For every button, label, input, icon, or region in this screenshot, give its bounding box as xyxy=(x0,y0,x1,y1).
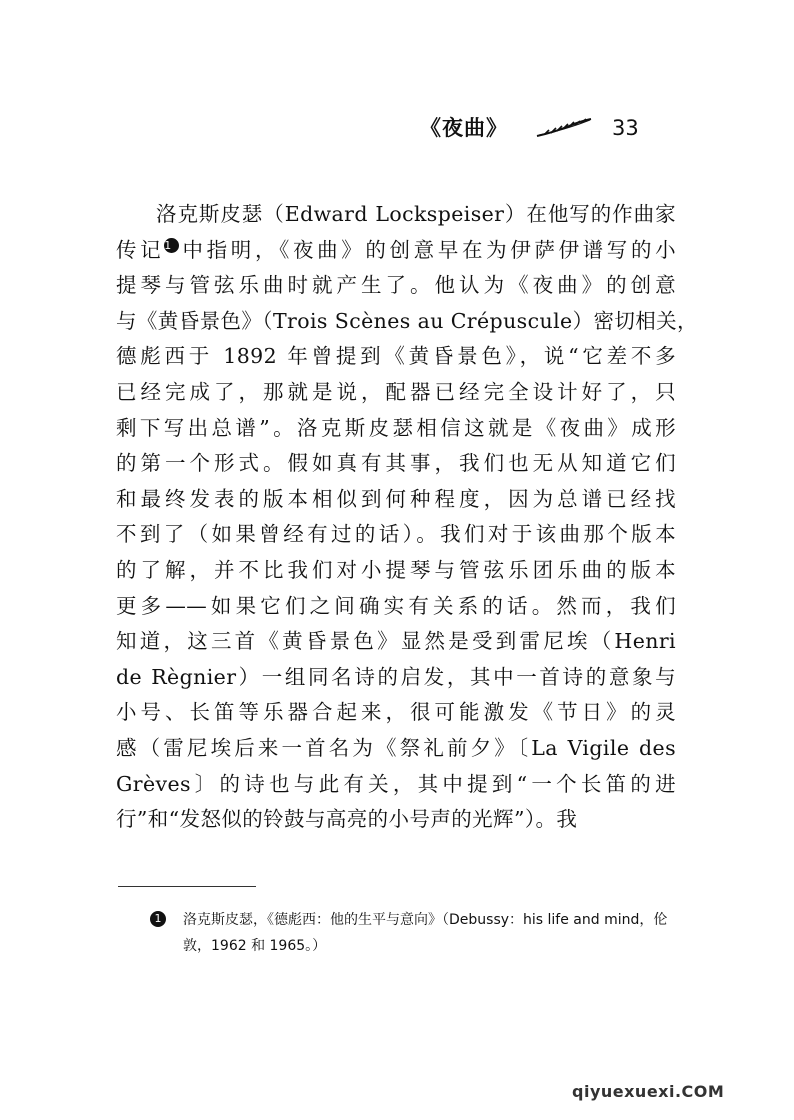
text-line: 提琴与管弦乐曲时就产生了。他认为《夜曲》的创意 xyxy=(116,273,676,298)
text-line: 已经完成了，那就是说，配器已经完全设计好了，只 xyxy=(116,379,676,404)
text-line: 知道，这三首《黄昏景色》显然是受到雷尼埃（Henri xyxy=(116,629,676,654)
text-line: 的了解，并不比我们对小提琴与管弦乐团乐曲的版本 xyxy=(116,557,676,582)
text-line: 行”和“发怒似的铃鼓与高亮的小号声的光辉”）。我 xyxy=(116,807,578,832)
footnote-divider xyxy=(118,886,256,887)
text-line: 不到了（如果曾经有过的话）。我们对于该曲那个版本 xyxy=(116,522,676,547)
footnote-reference-marker[interactable]: 1 xyxy=(164,238,179,253)
page-number: 33 xyxy=(612,116,639,140)
ornament-flourish-icon xyxy=(535,118,593,138)
text-line: 与《黄昏景色》（Trois Scènes au Crépuscule）密切相关， xyxy=(116,308,698,333)
text-line xyxy=(116,233,676,269)
text-line: 德彪西于 1892 年曾提到《黄昏景色》，说“它差不多 xyxy=(116,344,676,369)
footnote xyxy=(150,907,680,959)
footnote-marker: 1 xyxy=(150,911,166,927)
site-watermark: qiyuexuexi.COM xyxy=(572,1082,725,1101)
text-line-rest: 中指明，《夜曲》的创意早在为伊萨伊谱写的小 xyxy=(179,237,676,262)
text-line-prefix: 传记 xyxy=(116,237,165,262)
text-line: 的第一个形式。假如真有其事，我们也无从知道它们 xyxy=(116,451,676,476)
text-line: 更多——如果它们之间确实有关系的话。然而，我们 xyxy=(116,593,676,618)
text-line: 洛克斯皮瑟（Edward Lockspeiser）在他写的作曲家 xyxy=(156,202,676,226)
text-line: de Règnier）一组同名诗的启发，其中一首诗的意象与 xyxy=(116,664,676,689)
body-text xyxy=(116,197,698,838)
text-line: Grèves〕的诗也与此有关，其中提到“一个长笛的进 xyxy=(116,771,676,796)
running-header-title: 《夜曲》 xyxy=(420,115,508,140)
text-line: 剩下写出总谱”。洛克斯皮瑟相信这就是《夜曲》成形 xyxy=(116,415,676,440)
text-line: 和最终发表的版本相似到何种程度，因为总谱已经找 xyxy=(116,486,676,511)
text-line: 感（雷尼埃后来一首名为《祭礼前夕》〔La Vigile des xyxy=(116,735,676,760)
footnote-text: 洛克斯皮瑟，《德彪西：他的生平与意向》（Debussy：his life and mind，伦敦，1962 和 1965。） xyxy=(183,912,668,954)
text-line: 小号、长笛等乐器合起来，很可能激发《节日》的灵 xyxy=(116,700,676,725)
